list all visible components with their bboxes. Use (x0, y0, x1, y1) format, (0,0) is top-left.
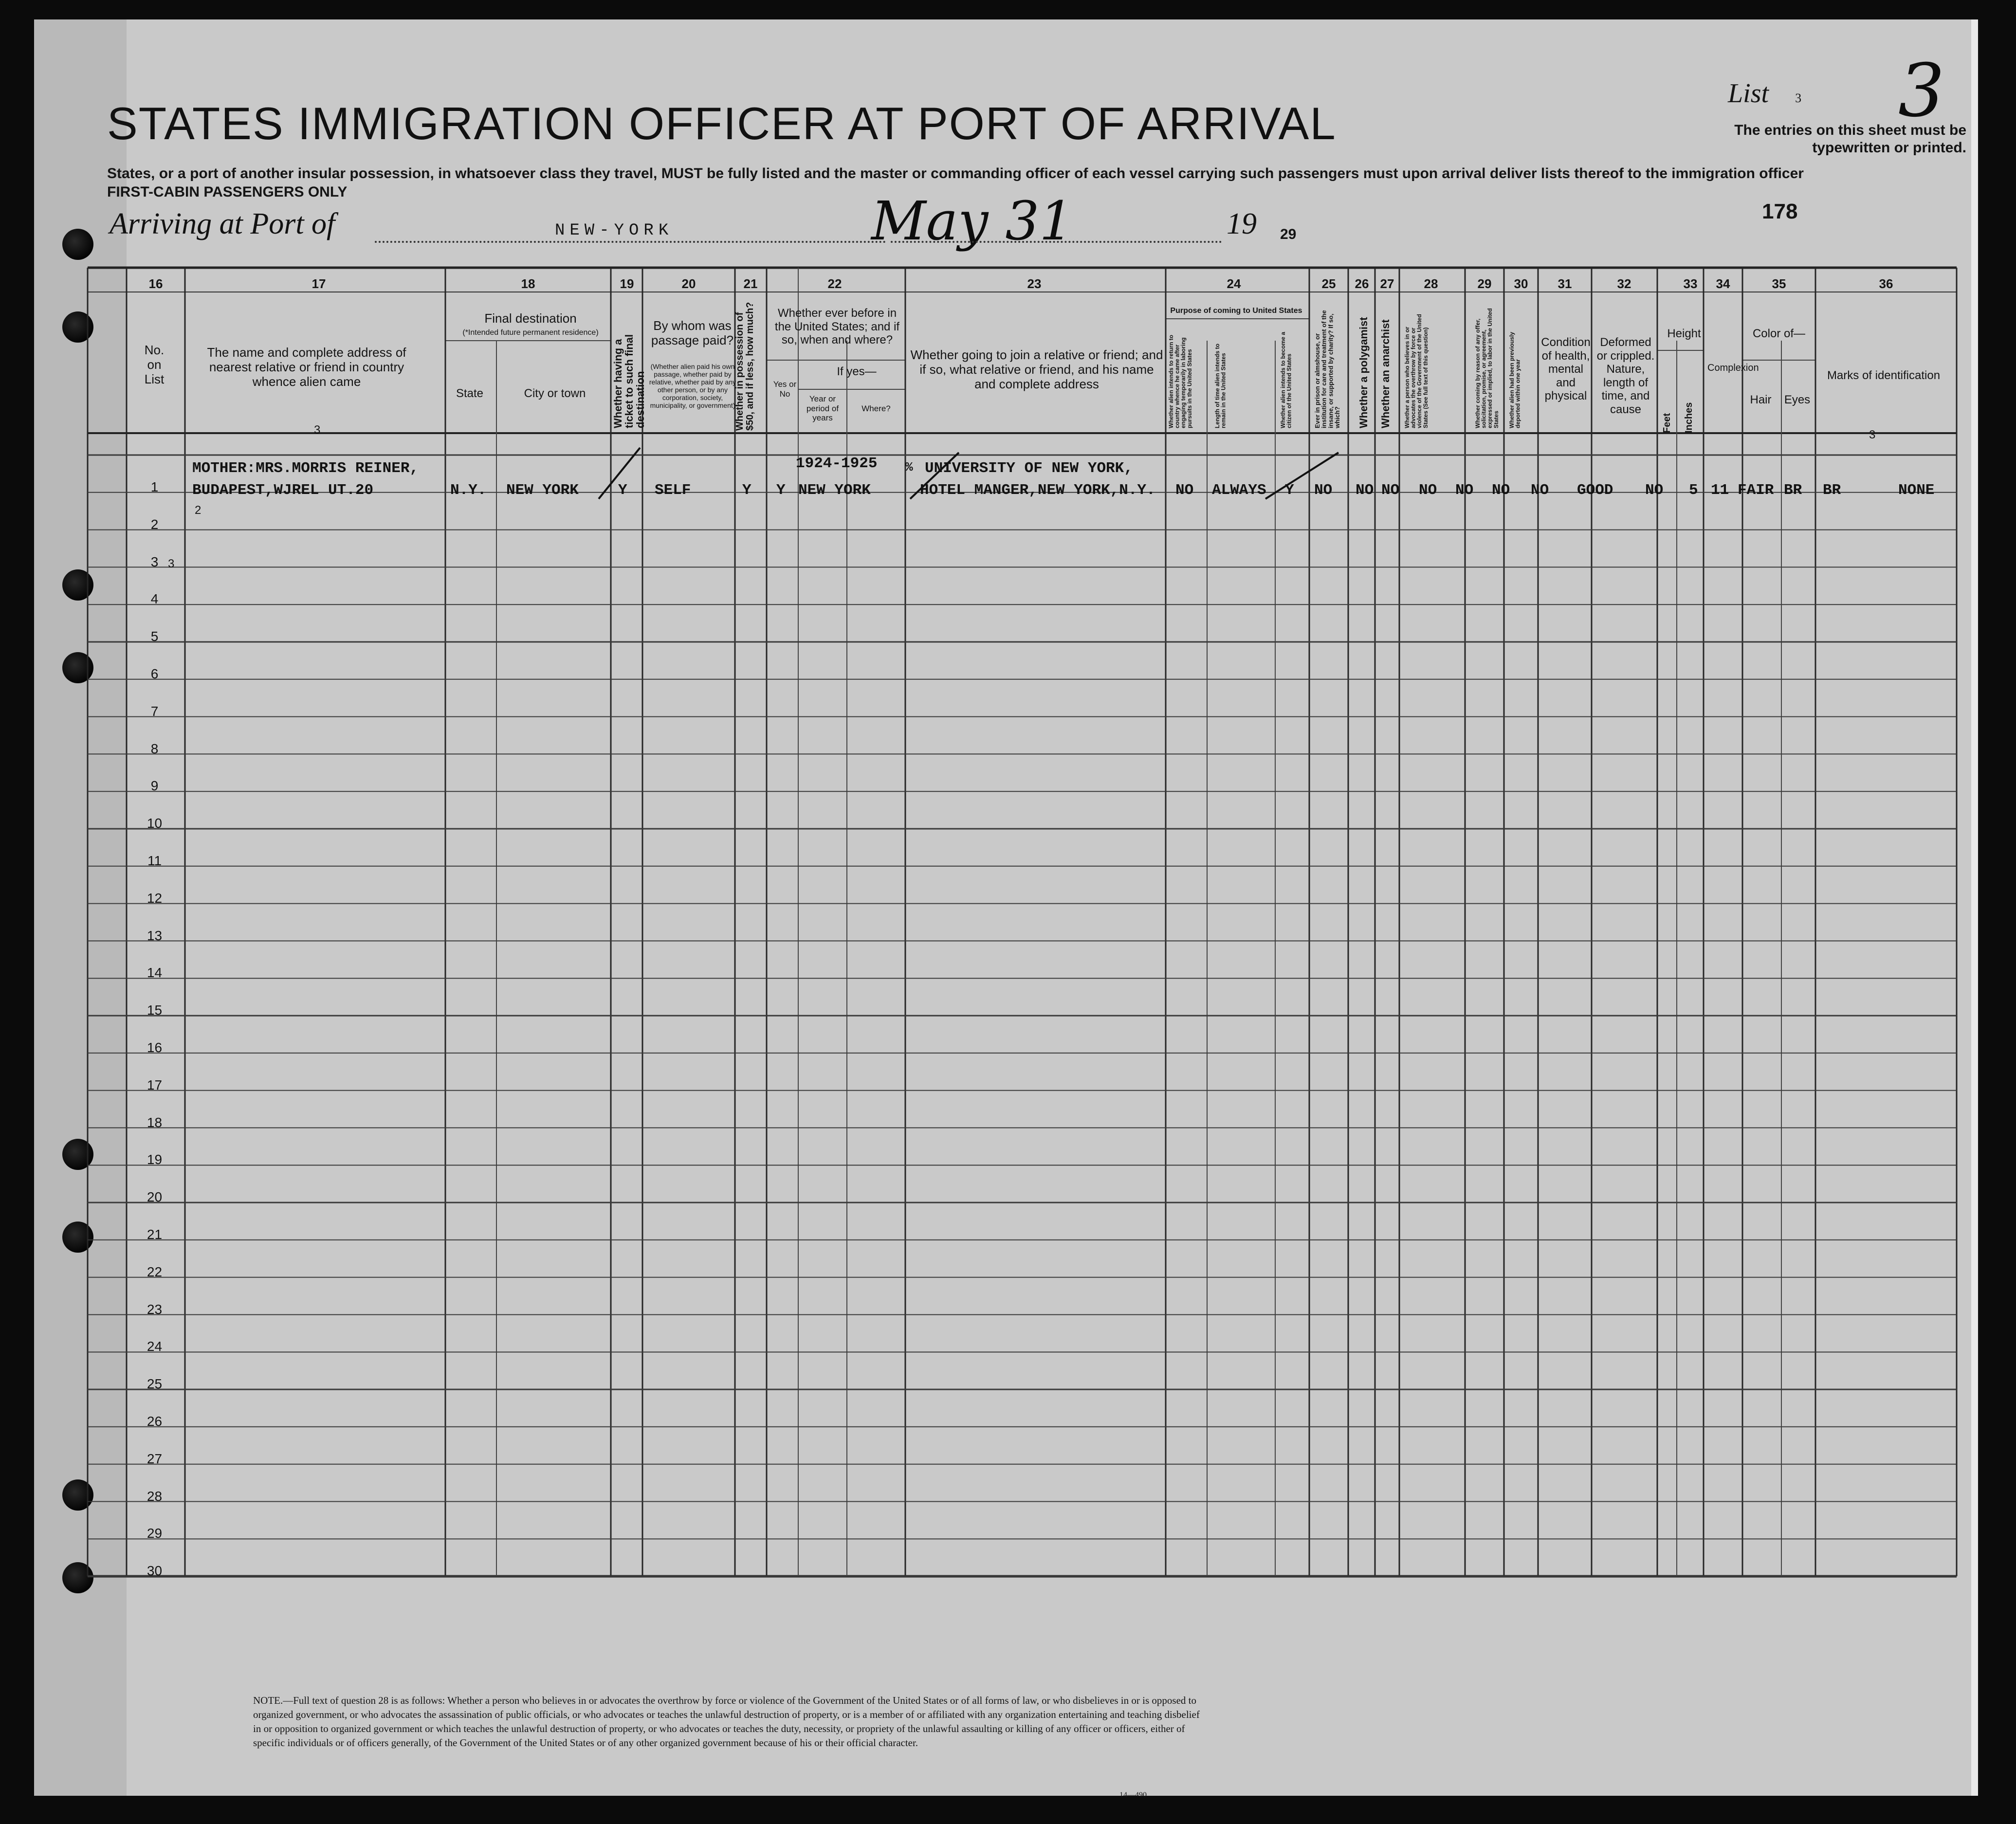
row-number: 18 (147, 1114, 163, 1130)
row-number: 30 (147, 1563, 163, 1579)
column-number: 21 (743, 276, 758, 291)
header-overthrow: Whether a person who believes in or advocates the overthrow by force or violence of the Government of the United States (See full text of this question) (1404, 314, 1429, 428)
column-number: 31 (1558, 276, 1572, 291)
arrival-date: May 31 (871, 190, 1074, 252)
header-marks: Marks of identification (1827, 369, 1941, 382)
header-if-yes: If yes— (837, 365, 877, 378)
column-number: 16 (148, 276, 163, 291)
form-instructions: States, or a port of another insular possession, in whatsoever class they travel, MUST be fully listed and the master or commanding officer of each vessel carrying such passengers must upon arrival deliver lists thereof to the immigration officer (107, 165, 1804, 182)
header-deformed: Deformed or crippled. Nature, length of time, and cause (1596, 336, 1655, 416)
inches-value: 11 (1711, 482, 1729, 499)
join-line-2: HOTEL MANGER,NEW YORK,N.Y. (920, 482, 1155, 499)
row-number: 21 (147, 1227, 163, 1242)
column-number: 35 (1772, 276, 1786, 291)
column-number: 20 (681, 276, 696, 291)
header-mark-36: 3 (1869, 428, 1876, 441)
header-anarchist: Whether an anarchist (1379, 319, 1392, 428)
row-number: 8 (150, 741, 159, 756)
header-where: Where? (861, 404, 891, 413)
column-number: 34 (1716, 276, 1730, 291)
paid-by-value: SELF (655, 482, 691, 499)
typewritten-note: The entries on this sheet must be typewritten or printed. (1734, 122, 1966, 156)
form-number: 14—490 (1119, 1791, 1147, 1799)
list-number-handwritten: 3 (1898, 49, 1945, 133)
column-number: 26 (1355, 276, 1369, 291)
join-line-1: UNIVERSITY OF NEW YORK, (925, 460, 1133, 477)
header-feet: Feet (1662, 413, 1672, 433)
column-number: 28 (1424, 276, 1438, 291)
marks-value: NONE (1898, 482, 1935, 499)
row-number: 26 (147, 1414, 163, 1429)
header-eyes: Eyes (1784, 393, 1811, 406)
header-before-us: Whether ever before in the United States; and if so, when and where? (774, 307, 900, 347)
header-citizen: Whether alien intends to become a citizen of the United States (1280, 331, 1293, 428)
row-number: 20 (147, 1189, 163, 1205)
margin-mark: 3 (168, 557, 175, 570)
polygamist-value: NO (1356, 482, 1374, 499)
header-money: Whether in possession of $50, and if less, how much? (734, 302, 755, 431)
row-number: 4 (150, 591, 159, 607)
column-number: 29 (1477, 276, 1492, 291)
first-cabin-label: FIRST-CABIN PASSENGERS ONLY (107, 184, 348, 200)
overthrow-value: NO (1419, 482, 1437, 499)
header-final-destination: Final destination (484, 311, 577, 326)
header-complexion: Complexion (1707, 363, 1759, 373)
header-labor-offer: Whether coming by reason of any offer, solicitation, promise, or agreement, expressed or implied, to labor in the United States (1474, 308, 1500, 428)
row-number: 2 (150, 516, 159, 532)
row-number: 16 (147, 1040, 163, 1055)
column-number: 30 (1514, 276, 1528, 291)
column-number: 27 (1380, 276, 1394, 291)
footnote-question-28: NOTE.—Full text of question 28 is as follows: Whether a person who believes in or advocates the overthrow by force or violence of the Government of the United States or of all forms of law, or who disbelieves in or is opposed to organized government, or who advocates the assassination of public officials, or who advocates or teaches the unlawful destruction of property, or is a member of or affiliated with any organization entertaining and teaching disbelief in or opposition to organized government or which teaches the unlawful destruction of property, or who advocates or teaches the duty, necessity, or propriety of the unlawful assaulting or killing of any officer or officers, either of specific individuals or of officers generally, of the Government of the United States or of any other organized government because of his or their official character. (253, 1695, 1200, 1749)
prison-value: NO (1314, 482, 1333, 499)
feet-value: 5 (1689, 482, 1698, 499)
before-where-value: NEW YORK (798, 482, 871, 499)
complexion-value: FAIR (1738, 482, 1774, 499)
relative-line-1: MOTHER:MRS.MORRIS REINER, (192, 460, 419, 477)
column-number: 24 (1227, 276, 1241, 291)
deported-value: NO (1492, 482, 1510, 499)
row-number: 22 (147, 1264, 163, 1279)
row-number: 1 (150, 479, 159, 494)
row-number: 13 (147, 928, 163, 943)
header-prison: Ever in prison or almshouse, or institution for care and treatment of the insane, or supported by charity? If so, which? (1314, 310, 1341, 428)
anarchist-value: NO (1381, 482, 1400, 499)
money-value: Y (742, 482, 751, 499)
year-suffix: 29 (1280, 226, 1297, 242)
relative-line-2: BUDAPEST,WJREL UT.20 (192, 482, 374, 499)
header-polygamist: Whether a polygamist (1357, 317, 1370, 428)
join-mark: % (905, 460, 913, 474)
sheet-number: 178 (1762, 200, 1798, 223)
return-value: NO (1175, 482, 1194, 499)
hair-value: BR (1784, 482, 1802, 499)
before-yes-no-value: Y (776, 482, 786, 499)
row-number: 12 (147, 890, 163, 906)
header-year: Year or period of years (806, 394, 839, 423)
row-number: 15 (147, 1003, 163, 1018)
row-number: 9 (150, 778, 159, 794)
citizen-value: Y (1285, 482, 1294, 499)
port-name: NEW-YORK (555, 221, 674, 240)
column-number: 25 (1321, 276, 1336, 291)
extra-no-value: NO (1531, 482, 1549, 499)
column-number: 17 (312, 276, 326, 291)
city-value: NEW YORK (506, 482, 579, 499)
labor-offer-value: NO (1455, 482, 1474, 499)
row-number: 27 (147, 1451, 163, 1466)
header-health: Condition of health, mental and physical (1541, 336, 1591, 403)
column-number: 33 (1683, 276, 1698, 291)
row-number: 29 (147, 1526, 163, 1541)
eyes-value: BR (1823, 482, 1841, 499)
row-number: 10 (147, 816, 163, 831)
row-number: 6 (150, 666, 159, 681)
row-number: 19 (147, 1152, 163, 1167)
row-number: 17 (147, 1077, 163, 1093)
header-length-of-stay: Length of time alien intends to remain in the United States (1214, 344, 1227, 428)
length-of-stay-value: ALWAYS (1212, 482, 1266, 499)
row-number: 7 (150, 703, 159, 719)
header-passage-note: (Whether alien paid his own passage, whether paid by relative, whether paid by any other person, or by any corporation, society, municipality, or government) (649, 363, 736, 410)
header-deported: Whether alien had been previously deported within one year (1508, 331, 1521, 428)
row-number: 28 (147, 1488, 163, 1504)
list-number-typed: 3 (1795, 91, 1802, 105)
row-number: 11 (147, 853, 162, 868)
before-years-value: 1924-1925 (796, 455, 878, 472)
header-city: City or town (524, 387, 586, 400)
header-hair: Hair (1750, 393, 1772, 406)
row-number: 23 (147, 1301, 163, 1317)
header-purpose: Purpose of coming to United States (1170, 307, 1302, 315)
arriving-label: Arriving at Port of (110, 207, 335, 240)
list-label-text: List (1728, 78, 1769, 109)
header-final-destination-note: (*Intended future permanent residence) (462, 328, 599, 337)
year-prefix: 19 (1227, 207, 1257, 240)
column-number: 36 (1879, 276, 1893, 291)
state-value: N.Y. (450, 482, 487, 499)
header-ticket: Whether having a ticket to such final destination (612, 334, 647, 428)
column-number: 32 (1617, 276, 1631, 291)
column-number: 22 (827, 276, 842, 291)
row-number: 14 (147, 965, 163, 981)
deformed-value: NO (1645, 482, 1664, 499)
header-yes-no: Yes or No (773, 380, 797, 399)
margin-mark: 2 (195, 504, 202, 517)
row-number: 25 (147, 1376, 163, 1392)
header-color: Color of— (1752, 327, 1806, 340)
column-number: 23 (1027, 276, 1042, 291)
manifest-sheet (34, 19, 1978, 1799)
form-title: STATES IMMIGRATION OFFICER AT PORT OF ARRIVAL (107, 98, 1337, 149)
header-state: State (456, 387, 484, 400)
header-return: Whether alien intends to return to country whence he came after engaging temporarily in laboring pursuits in the United States (1168, 334, 1193, 428)
header-join-relative: Whether going to join a relative or friend; and if so, what relative or friend, and his name and complete address (910, 347, 1163, 391)
header-mark-17: 3 (314, 423, 321, 437)
ticket-value: Y (618, 482, 627, 499)
header-no-on-list: No. on List (144, 343, 165, 386)
column-number: 19 (620, 276, 634, 291)
row-number: 3 (150, 554, 159, 569)
health-value: GOOD (1577, 482, 1613, 499)
header-inches: Inches (1684, 402, 1694, 433)
column-number: 18 (521, 276, 535, 291)
row-number: 24 (147, 1339, 163, 1354)
header-relative-address: The name and complete address of nearest relative or friend in country whence alien came (207, 345, 406, 389)
header-passage-paid: By whom was passage paid? (651, 318, 734, 347)
header-height: Height (1667, 327, 1701, 340)
row-number: 5 (150, 629, 159, 644)
